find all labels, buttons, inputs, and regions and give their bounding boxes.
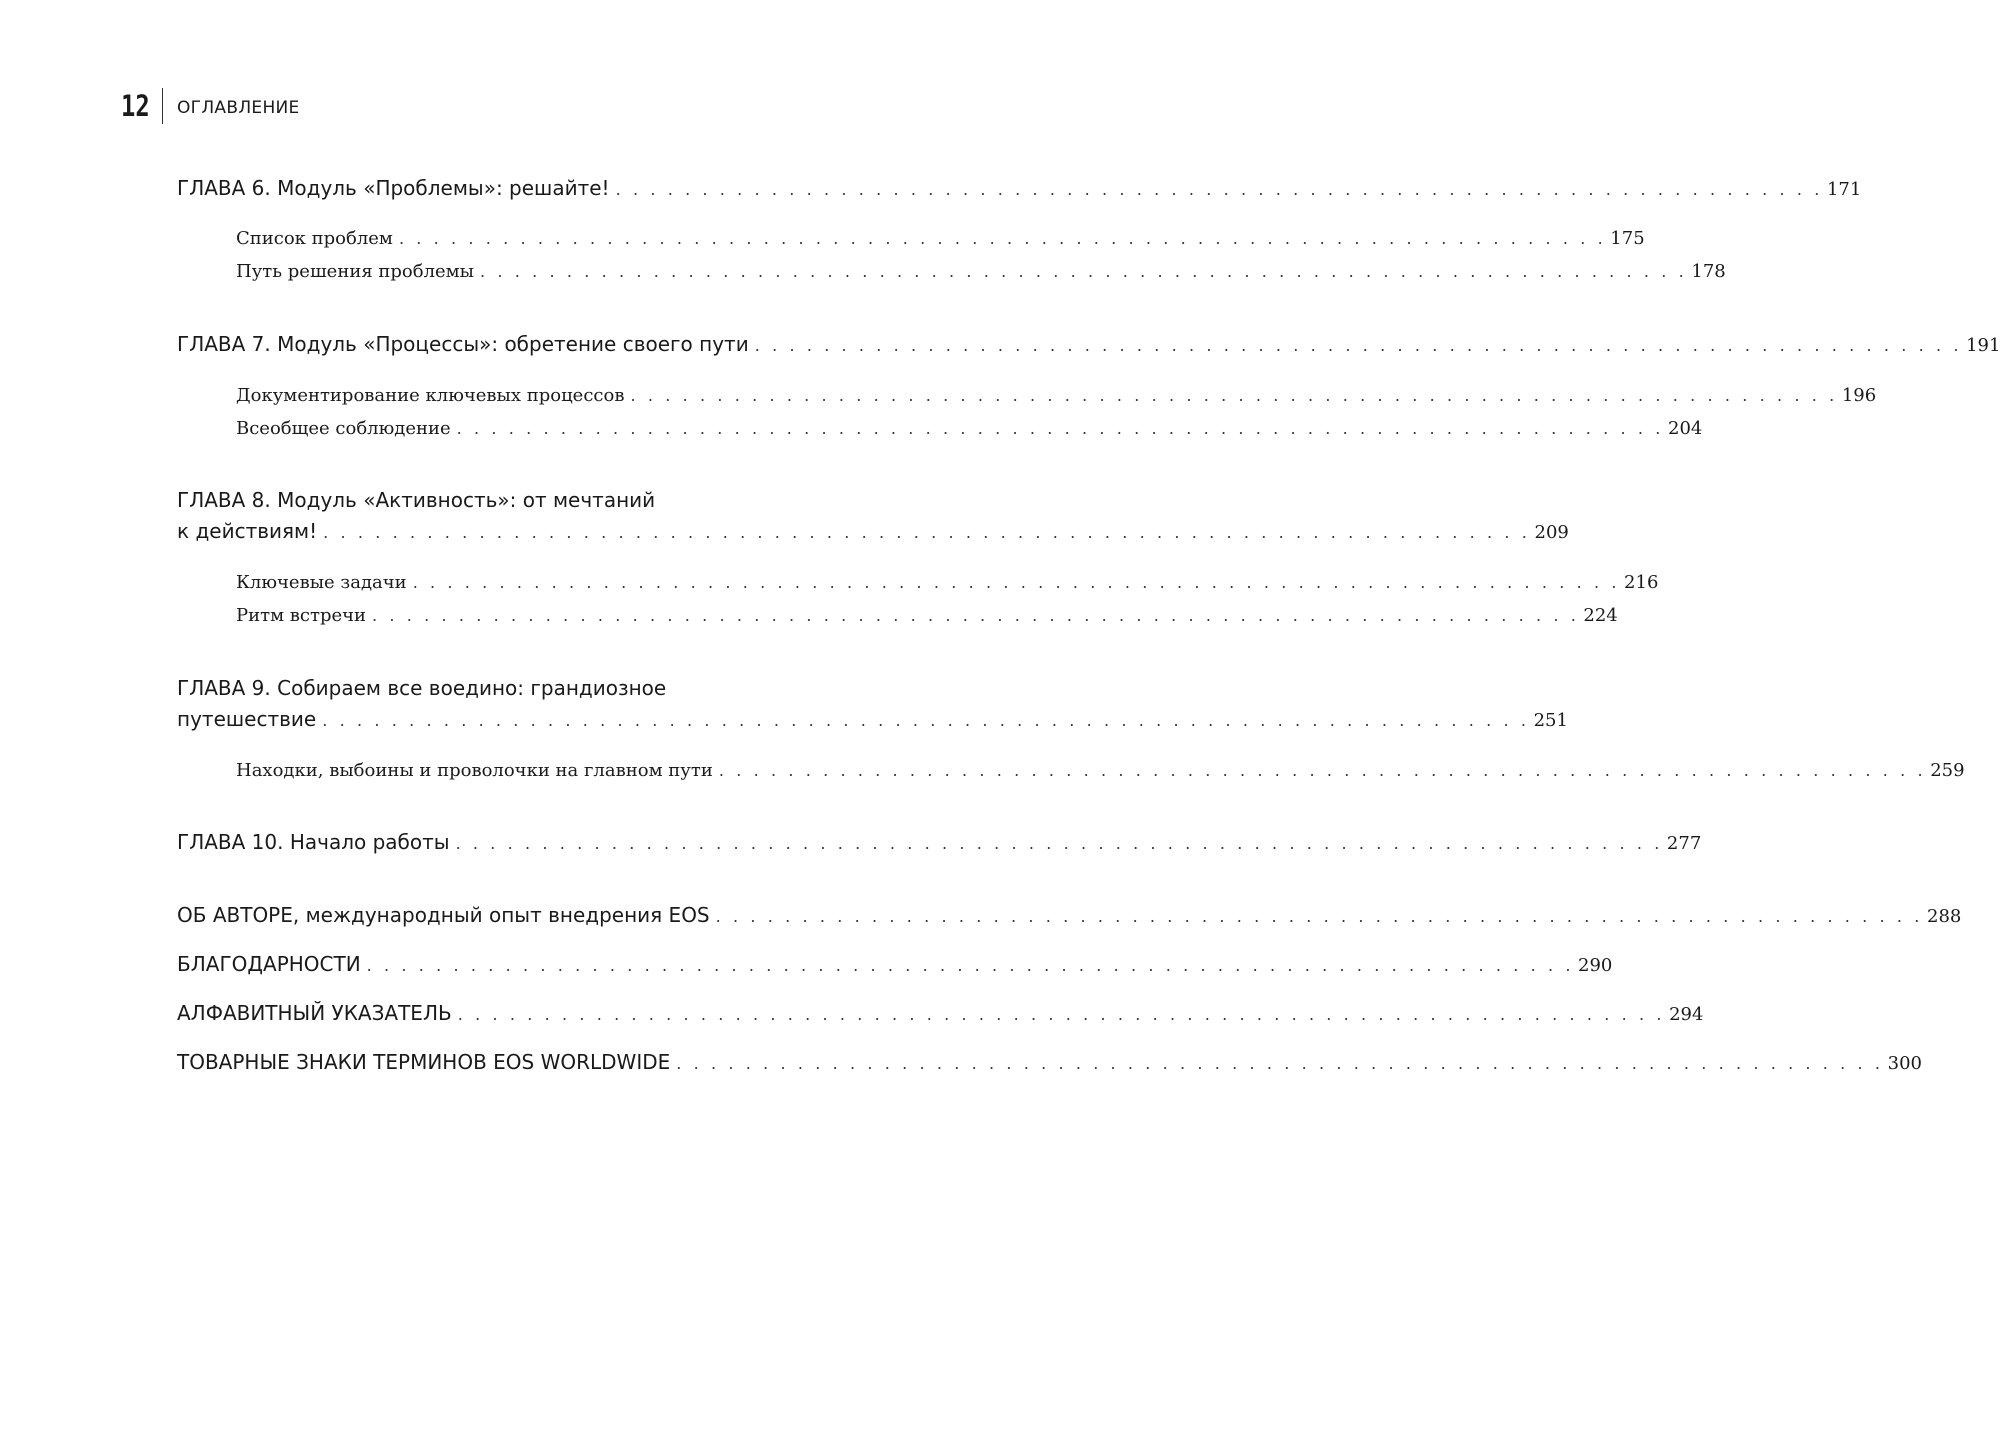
toc-entry-title: ТОВАРНЫЕ ЗНАКИ ТЕРМИНОВ EOS WORLDWIDE — [177, 1050, 671, 1074]
dot-leader: . . . . . . . . . . . . . . . . . . . . . . . . . . . . . . . . . . . . . . . . . . . . . . . . . . . . . . . . . . . . . . . . . . . . . . — [322, 711, 1530, 730]
toc-entry-page: 259 — [1930, 760, 1965, 781]
toc-entry-page: 224 — [1583, 605, 1618, 626]
dot-leader: . . . . . . . . . . . . . . . . . . . . . . . . . . . . . . . . . . . . . . . . . . . . . . . . . . . . . . . . . . . . . . . . . . . . . . — [676, 1054, 1884, 1073]
toc-entry-title: Находки, выбоины и проволочки на главном пути — [236, 760, 713, 781]
toc-entry-page: 209 — [1534, 522, 1569, 543]
dot-leader: . . . . . . . . . . . . . . . . . . . . . . . . . . . . . . . . . . . . . . . . . . . . . . . . . . . . . . . . . . . . . . . . . . . . . . — [323, 523, 1531, 542]
toc-entry-title: Путь решения проблемы — [236, 261, 475, 282]
toc-entry-title: ОБ АВТОРЕ, международный опыт внедрения EOS — [177, 903, 710, 927]
toc-entry-page: 191 — [1966, 335, 2000, 356]
toc-entry-acknowledgements[interactable] — [177, 950, 1613, 980]
page-number: 12 — [121, 89, 150, 123]
dot-leader: . . . . . . . . . . . . . . . . . . . . . . . . . . . . . . . . . . . . . . . . . . . . . . . . . . . . . . . . . . . . . . . . . . . . . . — [366, 956, 1575, 975]
toc-entry-title: Ритм встречи — [236, 605, 367, 626]
toc-entry-page: 196 — [1841, 385, 1877, 406]
toc-entry-chapter-9-line-1[interactable]: ГЛАВА 9. Собираем все воедино: грандиозное — [177, 676, 667, 700]
toc-entry-title: ГЛАВА 7. Модуль «Процессы»: обретение своего пути — [177, 332, 749, 356]
toc-entry-title: ГЛАВА 10. Начало работы — [177, 830, 450, 854]
toc-entry-title: Документирование ключевых процессов — [236, 385, 625, 406]
toc-entry-page: 204 — [1668, 418, 1703, 439]
dot-leader: . . . . . . . . . . . . . . . . . . . . . . . . . . . . . . . . . . . . . . . . . . . . . . . . . . . . . . . . . . . . . . . . . . . . . . — [455, 834, 1663, 853]
table-of-contents — [177, 0, 2000, 1447]
toc-entry-subsection[interactable] — [236, 758, 1965, 784]
toc-entry-chapter-9[interactable] — [177, 705, 1568, 735]
toc-entry-title: путешествие — [177, 707, 317, 731]
toc-entry-page: 300 — [1887, 1053, 1922, 1074]
toc-entry-page: 294 — [1669, 1004, 1704, 1025]
toc-entry-subsection[interactable] — [236, 383, 1877, 409]
toc-entry-title: Список проблем — [236, 228, 393, 249]
toc-entry-chapter-6[interactable] — [177, 174, 1862, 204]
dot-leader: . . . . . . . . . . . . . . . . . . . . . . . . . . . . . . . . . . . . . . . . . . . . . . . . . . . . . . . . . . . . . . . . . . . . . . — [754, 336, 1963, 355]
toc-entry-chapter-8-line-1[interactable]: ГЛАВА 8. Модуль «Активность»: от мечтаний — [177, 488, 656, 512]
dot-leader: . . . . . . . . . . . . . . . . . . . . . . . . . . . . . . . . . . . . . . . . . . . . . . . . . . . . . . . . . . . . . . . . . . . . . . — [372, 606, 1580, 625]
toc-entry-subsection[interactable] — [236, 226, 1645, 252]
toc-entry-page: 178 — [1691, 261, 1726, 282]
toc-entry-about-author[interactable] — [177, 901, 1962, 931]
dot-leader: . . . . . . . . . . . . . . . . . . . . . . . . . . . . . . . . . . . . . . . . . . . . . . . . . . . . . . . . . . . . . . . . . . . . . . — [398, 229, 1607, 248]
toc-entry-subsection[interactable] — [236, 259, 1726, 285]
toc-entry-page: 290 — [1578, 955, 1613, 976]
dot-leader: . . . . . . . . . . . . . . . . . . . . . . . . . . . . . . . . . . . . . . . . . . . . . . . . . . . . . . . . . . . . . . . . . . . . . . — [718, 761, 1927, 780]
dot-leader: . . . . . . . . . . . . . . . . . . . . . . . . . . . . . . . . . . . . . . . . . . . . . . . . . . . . . . . . . . . . . . . . . . . . . . — [456, 419, 1664, 438]
header-divider — [162, 88, 163, 124]
toc-entry-page: 216 — [1624, 572, 1659, 593]
toc-entry-index[interactable] — [177, 999, 1704, 1029]
toc-entry-page: 171 — [1826, 179, 1862, 200]
toc-entry-page: 175 — [1610, 228, 1645, 249]
toc-entry-title: БЛАГОДАРНОСТИ — [177, 952, 361, 976]
toc-entry-title: АЛФАВИТНЫЙ УКАЗАТЕЛЬ — [177, 1001, 452, 1025]
toc-entry-title: ГЛАВА 6. Модуль «Проблемы»: решайте! — [177, 176, 610, 200]
toc-entry-subsection[interactable] — [236, 570, 1659, 596]
dot-leader: . . . . . . . . . . . . . . . . . . . . . . . . . . . . . . . . . . . . . . . . . . . . . . . . . . . . . . . . . . . . . . . . . . . . . . — [480, 262, 1688, 281]
dot-leader: . . . . . . . . . . . . . . . . . . . . . . . . . . . . . . . . . . . . . . . . . . . . . . . . . . . . . . . . . . . . . . . . . . . . . . — [615, 180, 1823, 199]
toc-entry-title: к действиям! — [177, 519, 318, 543]
dot-leader: . . . . . . . . . . . . . . . . . . . . . . . . . . . . . . . . . . . . . . . . . . . . . . . . . . . . . . . . . . . . . . . . . . . . . . — [457, 1005, 1666, 1024]
dot-leader: . . . . . . . . . . . . . . . . . . . . . . . . . . . . . . . . . . . . . . . . . . . . . . . . . . . . . . . . . . . . . . . . . . . . . . — [630, 386, 1838, 405]
dot-leader: . . . . . . . . . . . . . . . . . . . . . . . . . . . . . . . . . . . . . . . . . . . . . . . . . . . . . . . . . . . . . . . . . . . . . . — [715, 907, 1923, 926]
toc-entry-page: 277 — [1666, 833, 1702, 854]
toc-entry-subsection[interactable] — [236, 603, 1618, 629]
toc-entry-chapter-8[interactable] — [177, 517, 1569, 547]
toc-entry-title: Ключевые задачи — [236, 572, 407, 593]
toc-entry-chapter-7[interactable] — [177, 330, 2000, 360]
toc-entry-subsection[interactable] — [236, 416, 1703, 442]
dot-leader: . . . . . . . . . . . . . . . . . . . . . . . . . . . . . . . . . . . . . . . . . . . . . . . . . . . . . . . . . . . . . . . . . . . . . . — [412, 573, 1621, 592]
toc-entry-title: Всеобщее соблюдение — [236, 418, 451, 439]
toc-entry-trademarks[interactable] — [177, 1048, 1922, 1078]
toc-entry-page: 251 — [1533, 710, 1568, 731]
section-title: ОГЛАВЛЕНИЕ — [177, 98, 300, 118]
toc-entry-chapter-10[interactable] — [177, 828, 1702, 858]
toc-entry-page: 288 — [1927, 906, 1962, 927]
